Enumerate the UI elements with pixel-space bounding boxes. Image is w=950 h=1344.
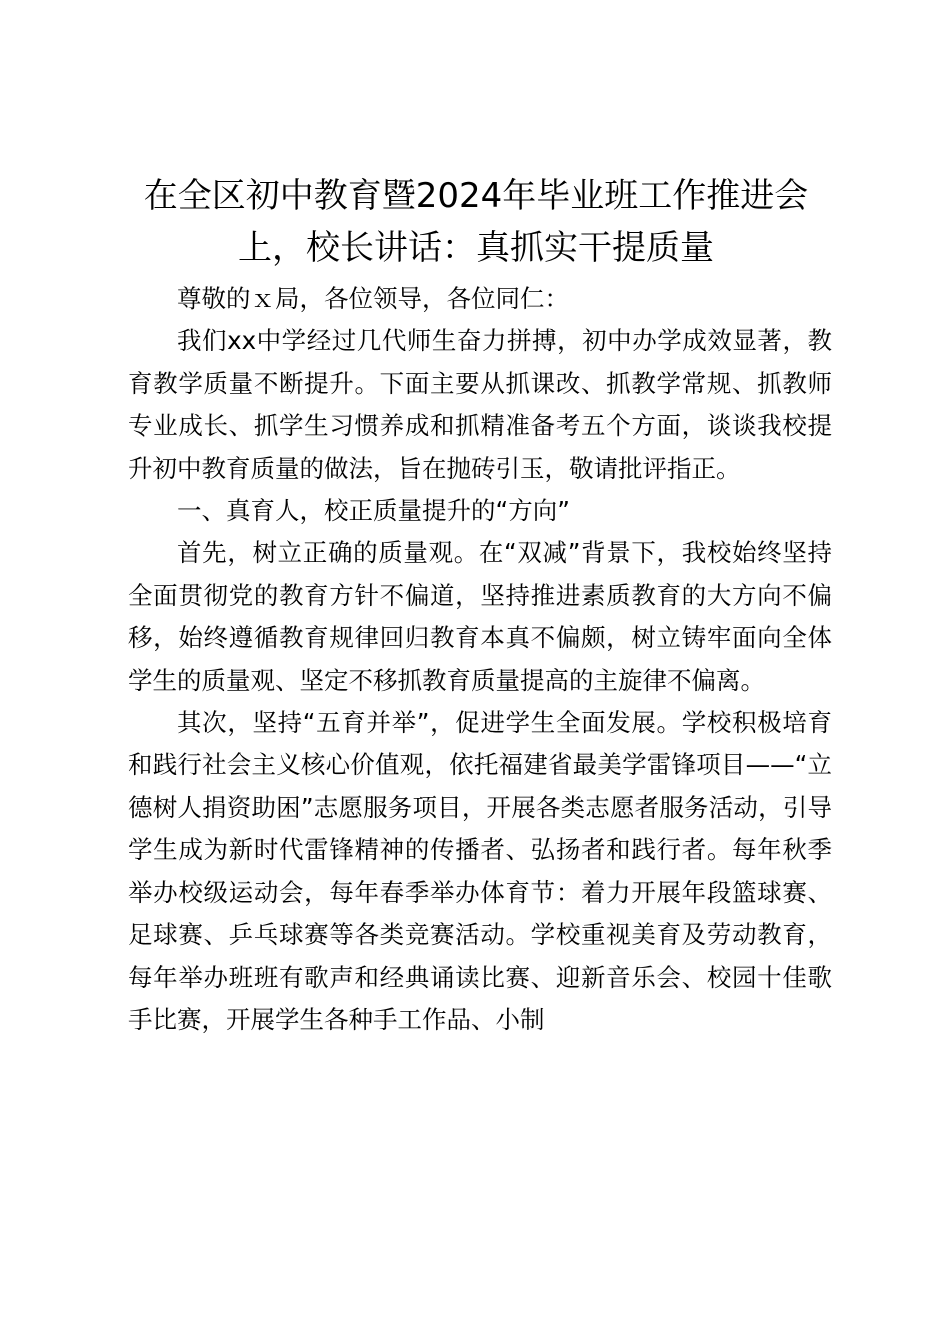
document-body: [128, 278, 832, 1041]
body-paragraph: 其次，坚持“五育并举”，促进学生全面发展。学校积极培育和践行社会主义核心价值观，依托福建省最美学雷锋项目——“立德树人捐资助困”志愿服务项目，开展各类志愿者服务活动，引导学生成为新时代雷锋精神的传播者、弘扬者和践行者。每年秋季举办校级运动会，每年春季举办体育节：着力开展年段篮球赛、足球赛、乒乓球赛等各类竞赛活动。学校重视美育及劳动教育，每年举办班班有歌声和经典诵读比赛、迎新音乐会、校园十佳歌手比赛，开展学生各种手工作品、小制: [128, 708, 832, 1034]
salutation-paragraph: 尊敬的ｘ局，各位领导，各位同仁：: [177, 284, 569, 313]
title-line-1: 在全区初中教育暨2024年毕业班工作推进会: [143, 176, 809, 216]
title-line-2: 上，校长讲话：真抓实干提质量: [238, 228, 714, 268]
intro-paragraph: 我们xx中学经过几代师生奋力拼搏，初中办学成效显著，教育教学质量不断提升。下面主要从抓课改、抓教学常规、抓教师专业成长、抓学生习惯养成和抓精准备考五个方面，谈谈我校提升初中教育质量的做法，旨在抛砖引玉，敬请批评指正。: [128, 326, 832, 483]
body-paragraph: 首先，树立正确的质量观。在“双减”背景下，我校始终坚持全面贯彻党的教育方针不偏道，坚持推进素质教育的大方向不偏移，始终遵循教育规律回归教育本真不偏颇，树立铸牢面向全体学生的质量观、坚定不移抓教育质量提高的主旋律不偏离。: [128, 538, 832, 695]
document-title: [120, 170, 832, 274]
section-heading: 一、真育人，校正质量提升的“方向”: [177, 496, 570, 526]
